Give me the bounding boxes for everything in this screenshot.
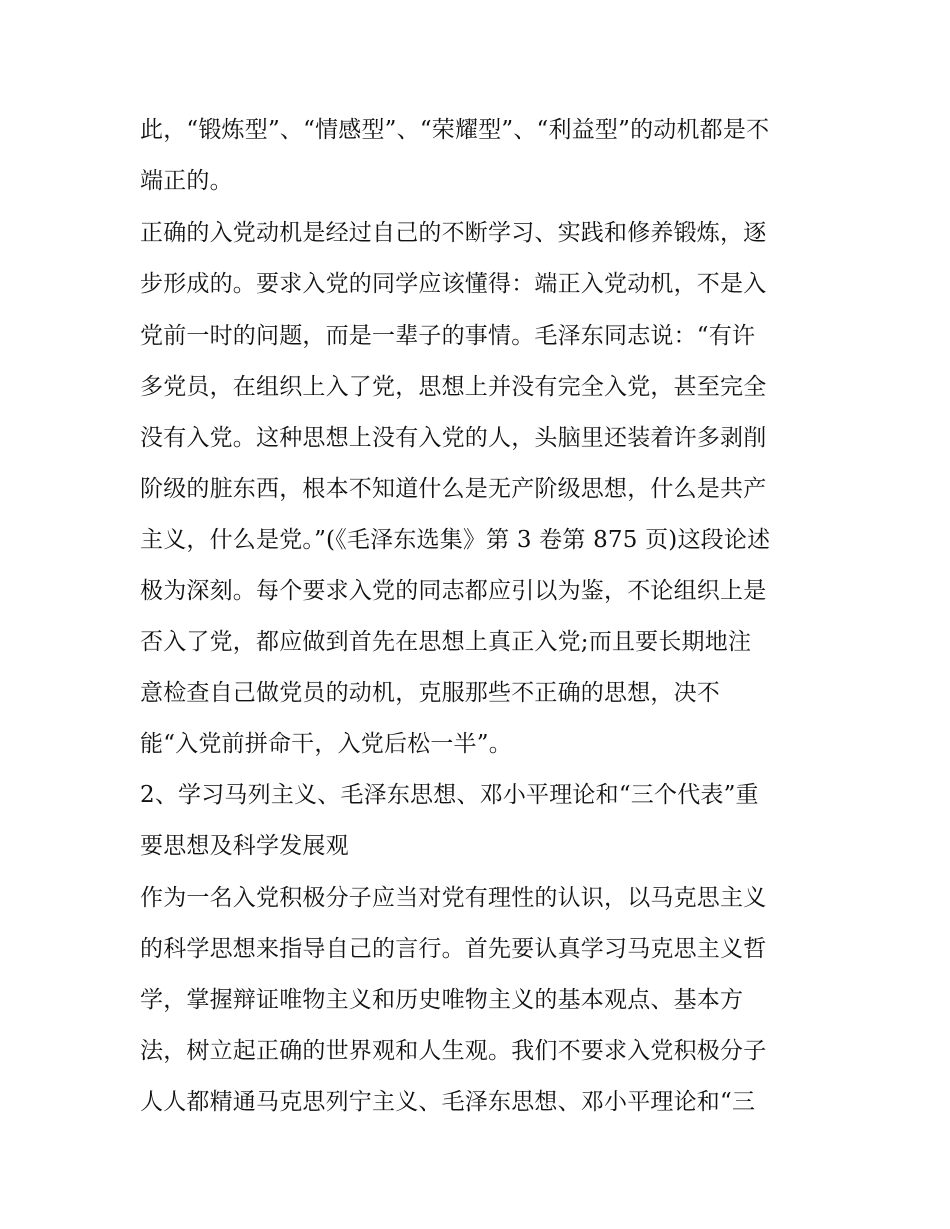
text-line: 学，掌握辩证唯物主义和历史唯物主义的基本观点、基本方 (140, 987, 744, 1013)
text-line: 步形成的。要求入党的同学应该懂得：端正入党动机，不是入 (140, 271, 767, 297)
text-line: 党前一时的问题，而是一辈子的事情。毛泽东同志说：“有许 (140, 323, 756, 349)
text-line: 正确的入党动机是经过自己的不断学习、实践和修养锻炼，逐 (140, 220, 767, 246)
text-line: 意检查自己做党员的动机，克服那些不正确的思想，决不 (140, 680, 720, 706)
text-line: 阶级的脏东西，根本不知道什么是无产阶级思想，什么是共产 (140, 476, 767, 502)
text-line: 多党员，在组织上入了党，思想上并没有完全入党，甚至完全 (140, 374, 767, 400)
text-line: 极为深刻。每个要求入党的同志都应引以为鉴，不论组织上是 (140, 578, 767, 604)
text-line: 的科学思想来指导自己的言行。首先要认真学习马克思主义哲 (140, 936, 767, 962)
text-line: 能“入党前拼命干，入党后松一半”。 (140, 731, 512, 757)
text-line: 人人都精通马克思列宁主义、毛泽东思想、邓小平理论和“三 (140, 1089, 756, 1115)
text-line: 作为一名入党积极分子应当对党有理性的认识，以马克思主义 (140, 885, 767, 911)
text-line: 此，“锻炼型”、“情感型”、“荣耀型”、“利益型”的动机都是不 (140, 117, 770, 143)
text-line: 没有入党。这种思想上没有入党的人，头脑里还装着许多剥削 (140, 425, 767, 451)
text-line: 端正的。 (140, 168, 233, 194)
section-heading: 要思想及科学发展观 (140, 833, 349, 859)
text-line: 主义，什么是党。”(《毛泽东选集》第 3 卷第 875 页)这段论述 (140, 527, 771, 553)
section-heading: 2、学习马列主义、毛泽东思想、邓小平理论和“三个代表”重 (140, 782, 759, 808)
text-line: 法，树立起正确的世界观和人生观。我们不要求入党积极分子 (140, 1038, 767, 1064)
text-line: 否入了党，都应做到首先在思想上真正入党;而且要长期地注 (140, 629, 752, 655)
